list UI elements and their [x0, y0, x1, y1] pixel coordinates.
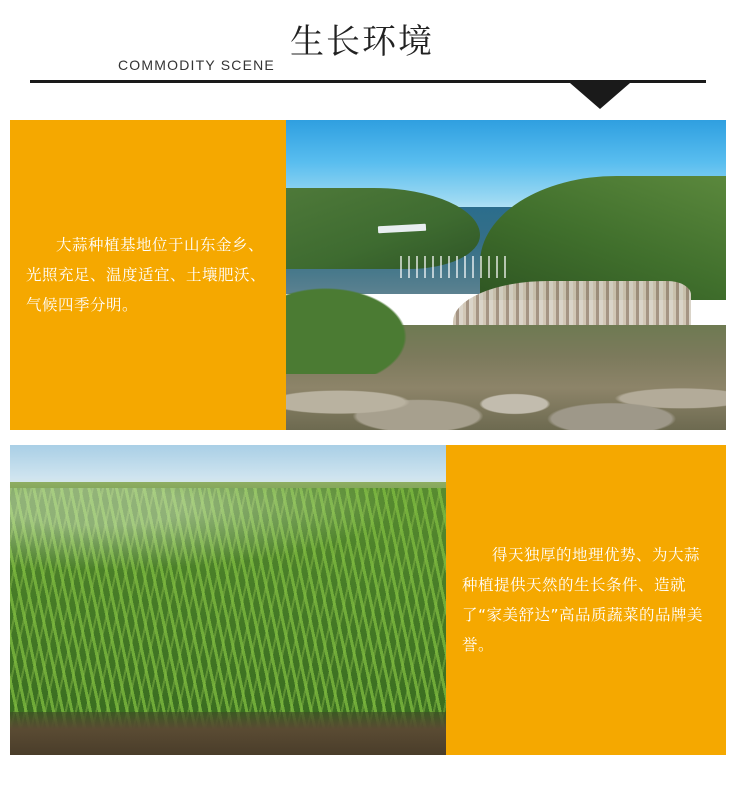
- section-origin-text: 大蒜种植基地位于山东金乡、光照充足、温度适宜、土壤肥沃、气候四季分明。: [26, 236, 267, 314]
- section-advantage: [10, 445, 726, 755]
- section-origin: [10, 120, 726, 430]
- soil-row: [10, 712, 446, 755]
- garlic-field-photo: [10, 445, 446, 755]
- boats: [400, 256, 506, 278]
- section-advantage-text: 得天独厚的地理优势、为大蒜种植提供天然的生长条件、造就了“家美舒达”高品质蔬菜的品牌美誉。: [462, 546, 704, 654]
- page-header: [0, 0, 736, 120]
- garlic-field-image: [10, 445, 446, 755]
- sun-glare: [10, 488, 446, 581]
- coastal-bay-image: [286, 120, 726, 430]
- section-advantage-text-panel: [446, 445, 726, 755]
- triangle-down-icon: [570, 83, 630, 109]
- coastal-bay-photo: [286, 120, 726, 430]
- section-origin-text-panel: [10, 120, 286, 430]
- page-title: 生长环境: [290, 22, 434, 62]
- page-subtitle: COMMODITY SCENE: [118, 57, 275, 73]
- foreground-trees: [286, 281, 418, 374]
